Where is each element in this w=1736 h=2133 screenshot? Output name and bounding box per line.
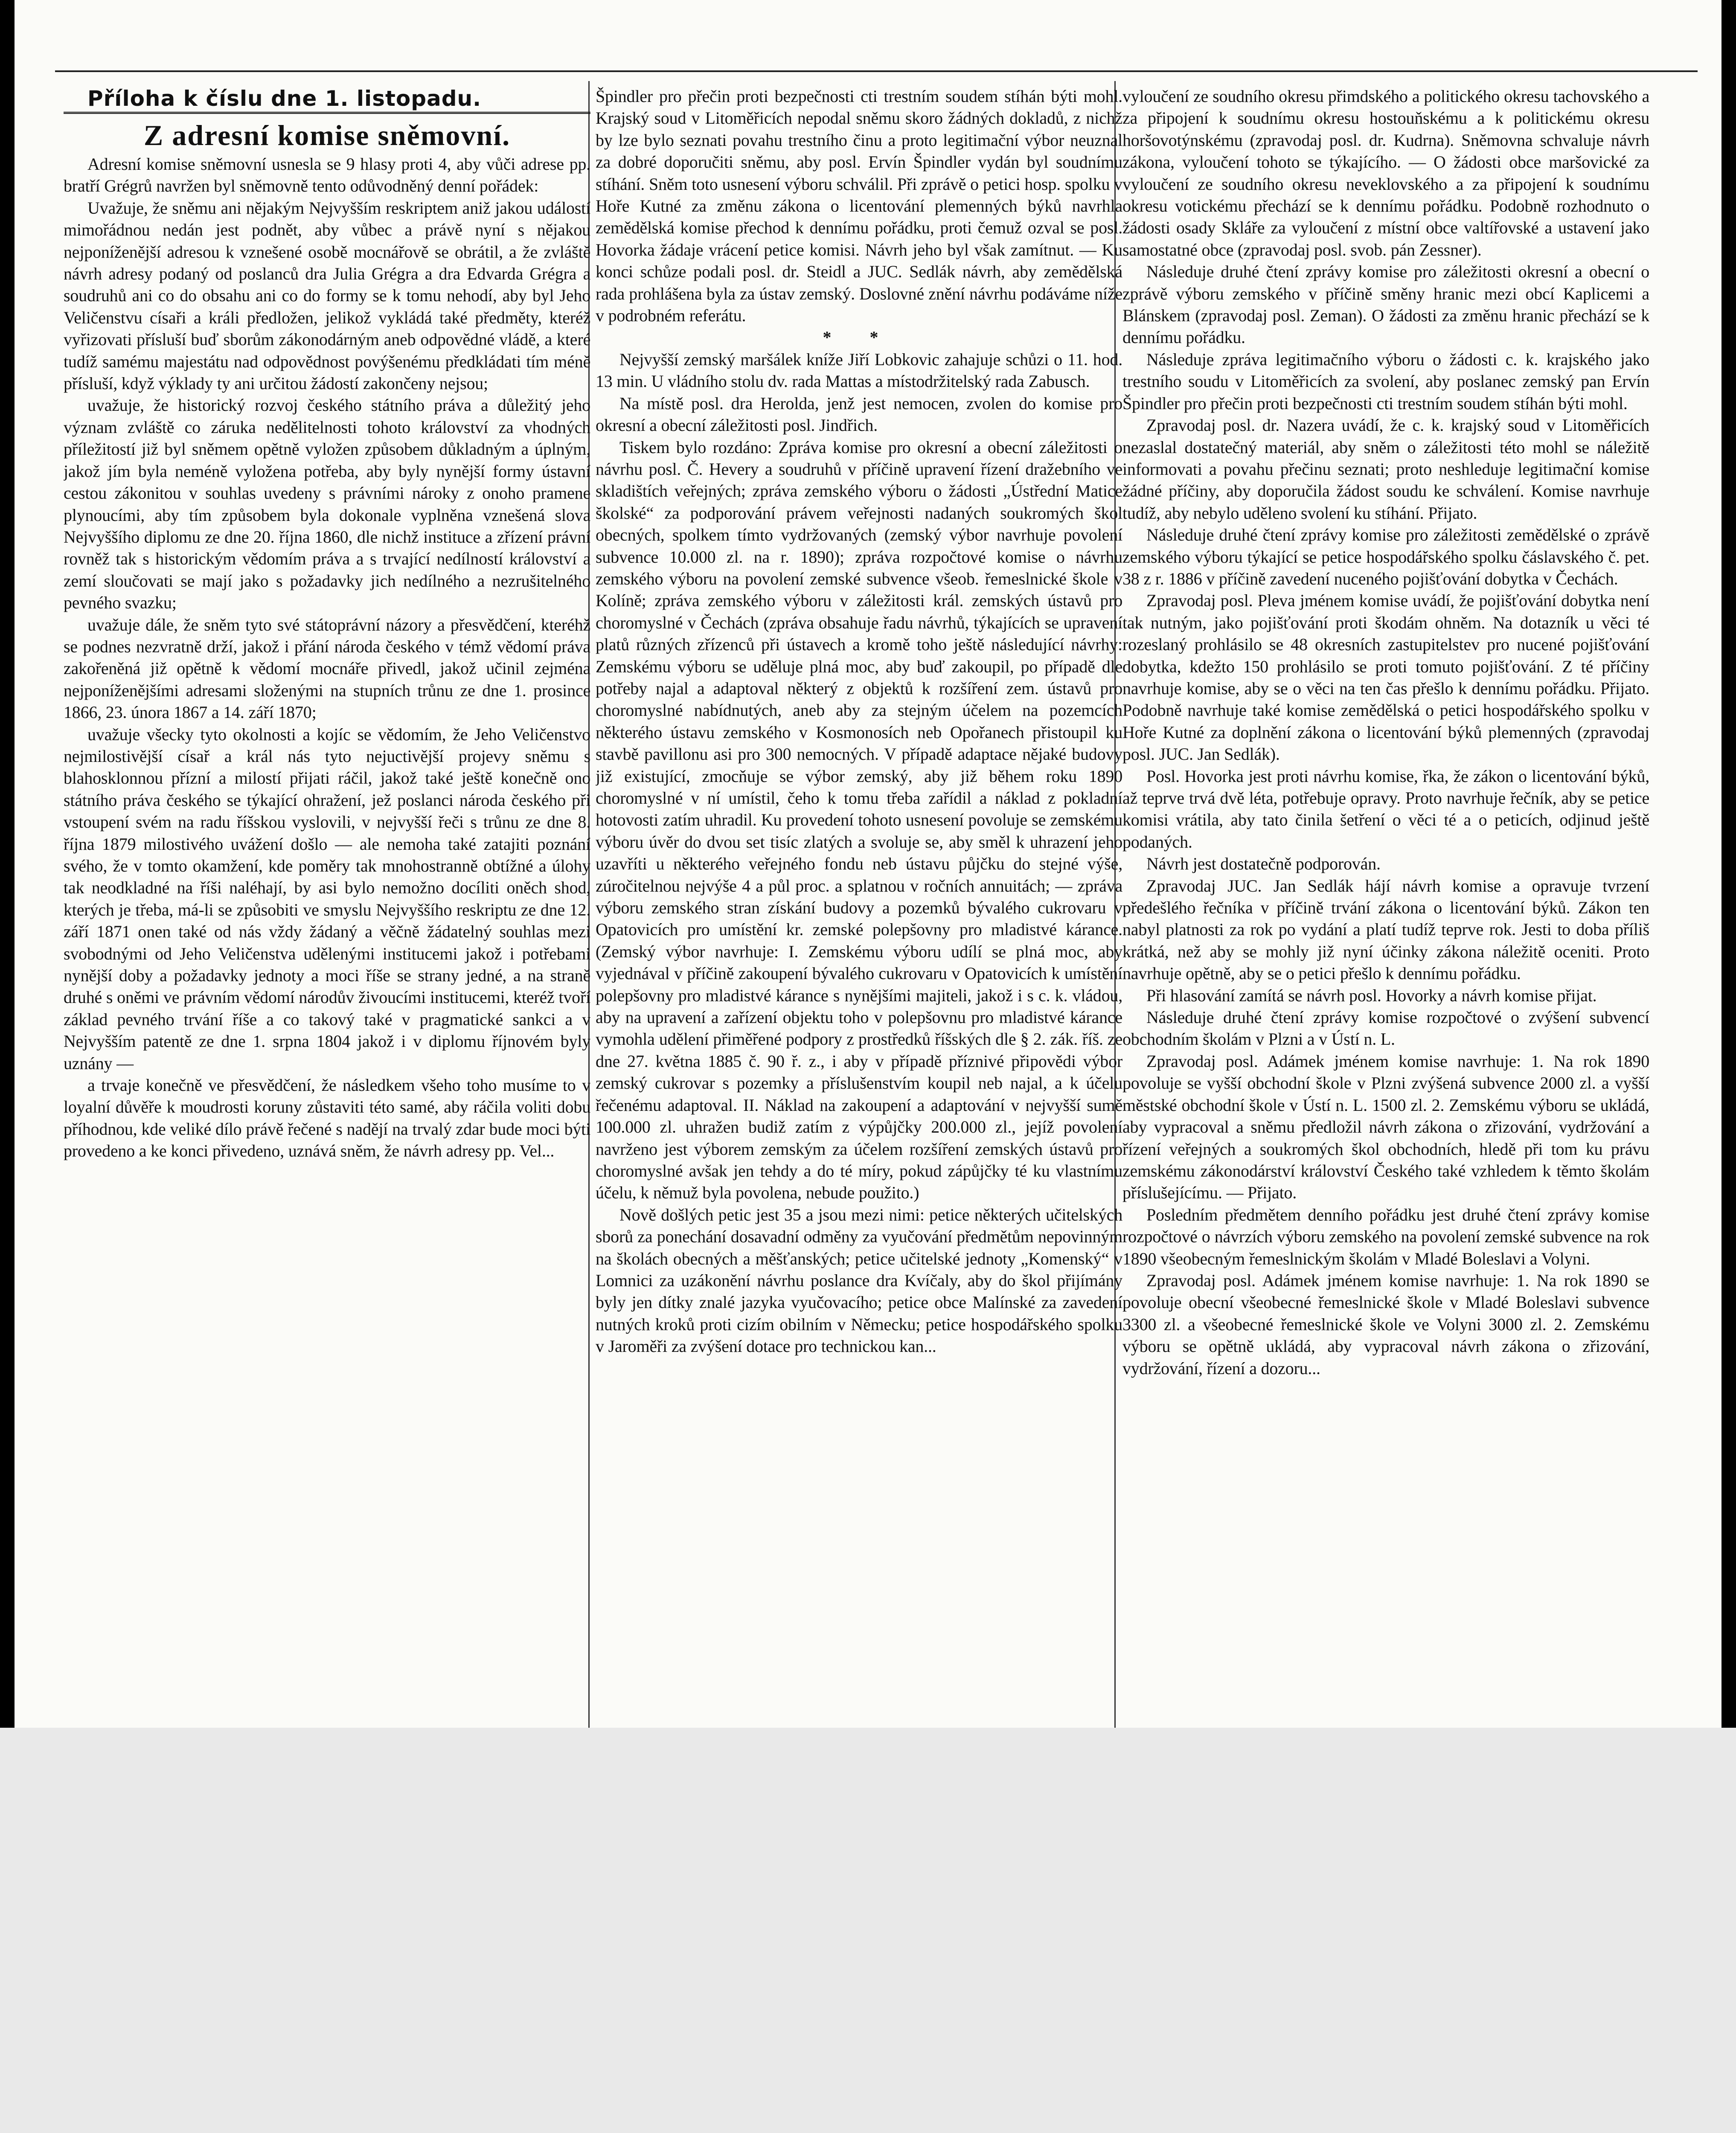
paragraph: uvažuje dále, že sněm tyto své státoprávní názory a přesvědčení, kteréhž se podnes nezvratně drží, jakož i přání národa českého v témž vědomí práva zakořeněná již opětně k vědomí mocnáře přivedl, jakož učinil zejména nejponíženějšími adresami složenými na stupních trůnu ze dne 1. prosince 1866, 23. února 1867 a 14. září 1870; [64, 615, 590, 722]
paragraph: Nejvyšší zemský maršálek kníže Jiří Lobkovic zahajuje schůzi o 11. hod. 13 min. U vládního stolu dv. rada Mattas a místodržitelský rada Zabusch. [596, 349, 1122, 391]
paragraph: vyloučení ze soudního okresu přimdského a politického okresu tachovského a za připojení k soudnímu okresu hostouňskému a k politickému okresu horšovotýnskému (zpravodaj posl. dr. Kudrna). Sněmovna schvaluje návrh zákona, vyloučení tohoto se týkajícího. — O žádosti obce maršovické za vyloučení ze soudního okresu neveklovského a za připojení k soudnímu okresu votickému přechází se k dennímu pořádku. Podobně rozhodnuto o žádosti osady Skláře za vyloučení z místní obce valtířovské a ustavení jako samostatné obce (zpravodaj posl. svob. pán Zessner). [1122, 87, 1649, 259]
paragraph: Uvažuje, že sněmu ani nějakým Nejvyšším reskriptem aniž jakou událostí mimořádnou nedán jest podnět, aby vůbec a právě nyní s nějakou nejponíženější adresou k vznešené osobě mocnářově se obrátil, a že zvláště návrh adresy podaný od poslanců dra Julia Grégra a dra Edvarda Grégra a soudruhů ani co do obsahu ani co do formy se k tomu nehodí, aby byl Jeho Veličenstvu císaři a králi předložen, jelikož vykládá také předměty, kteréž vyřizovati přísluší buď sborům zákonodárným aneb odpovědné vládě, a které tudíž samému majestátu nad odpovědnost povýšenému předkládati tím méně přísluší, když výklady ty ani určitou žádostí zakončeny nejsou; [64, 198, 590, 393]
paragraph: Posledním předmětem denního pořádku jest druhé čtení zprávy komise rozpočtové o návrzích výboru zemského na povolení zemské subvence na rok 1890 všeobecným řemeslnickým školám v Mladé Boleslavi a Volyni. [1122, 1205, 1649, 1268]
column-3-body [1122, 85, 1649, 1379]
paragraph: Zpravodaj JUC. Jan Sedlák hájí návrh komise a opravuje tvrzení předešlého řečníka v příčině trvání zákona o licentování býků. Zákon ten nabyl platnosti za rok po vydání a platí tudíž teprve rok. Jesti to doba příliš krátká, než aby se mohly již nyní účinky zákona náležitě oceniti. Proto navrhuje opětně, aby se o petici přešlo k dennímu pořádku. [1122, 876, 1649, 983]
paragraph: Nově došlých petic jest 35 a jsou mezi nimi: petice některých učitelských sborů za ponechání dosavadní odměny za vyučování předmětům nepovinným na školách obecných a měšťanských; petice učitelské jednoty „Komenský“ v Lomnici za uzákonění návrhu poslance dra Kvíčaly, aby do škol přijímány byly jen dítky znalé jazyka vyučovacího; petice obce Malínské za zavedení nutných kroků proti cizím obilním v Německu; petice hospodářského spolku v Jaroměři za zvýšení dotace pro technickou kan... [596, 1205, 1122, 1356]
paragraph: Následuje druhé čtení zprávy komise pro záležitosti zemědělské o zprávě zemského výboru týkající se petice hospodářského spolku čáslavského č. pet. 38 z r. 1886 v příčině zavedení nuceného pojišťování dobytka v Čechách. [1122, 525, 1649, 588]
paragraph: Následuje druhé čtení zprávy komise rozpočtové o zvýšení subvencí obchodním školám v Plzni a v Ústí n. L. [1122, 1008, 1649, 1049]
paragraph: a trvaje konečně ve přesvědčení, že následkem všeho toho musíme to v loyalní důvěře k moudrosti koruny zůstaviti této samé, aby ráčila voliti dobu příhodnou, kde veliké dílo právě řečené s nadějí na trvalý zdar bude moci býti provedeno a ke konci přivedeno, uznává sněm, že návrh adresy pp. Vel... [64, 1075, 590, 1161]
top-rule [55, 70, 1698, 72]
paragraph: Zpravodaj posl. Adámek jménem komise navrhuje: 1. Na rok 1890 se povoluje obecní všeobecné řemeslnické škole v Mladé Boleslavi subvence 3300 zl. a všeobecné řemeslnické škole ve Volyni 3000 zl. 2. Zemskému výboru se opětně ukládá, aby vypracoval návrh zákona o zřizování, vydržování, řízení a dozoru... [1122, 1270, 1649, 1378]
paragraph: uvažuje všecky tyto okolnosti a kojíc se vědomím, že Jeho Veličenstvo nejmilostivější císař a král nás tyto nejuctivější projevy sněmu s blahosklonnou přízní a milostí přijati ráčil, jakož také ještě konečně ono státního práva českého se týkající ohražení, jež poslanci národa českého při vstoupení svém na radu říšskou vyslovili, v nejvyšší řeči s trůnu ze dne 8. října 1879 milostivého uvážení došlo — ale nemoha také zatajiti poznání svého, že v tomto okamžení, kde poměry tak mnohostranně obtížné a úlohy tak neodkladné na říši naléhají, by asi bylo nemožno docíliti oněch shod, kterých je třeba, má-li se způsobiti ve smyslu Nejvyššího reskriptu ze dne 12. září 1871 onen také od nás vždy žádaný a věčně žádatelný souhlas mezi svobodnými od Jeho Veličenstva udělenými institucemi jakož i potřebami nynější doby a požadavky jednoty a moci říše se strany jedné, a na straně druhé s oněmi ve právním vědomí národův živoucími institucemi, kteréž tvoří základ pevného trvání říše a co takový také v pragmatické sankci a v Nejvyšším patentě ze dne 1. srpna 1804 jakož i v diplomu říjnovém byly uznány — [64, 724, 590, 1073]
column-3 [1122, 85, 1649, 1728]
paragraph: Na místě posl. dra Herolda, jenž jest nemocen, zvolen do komise pro okresní a obecní záležitosti posl. Jindřich. [596, 393, 1122, 435]
paragraph: Následuje druhé čtení zprávy komise pro záležitosti okresní a obecní o zprávě výboru zemského v příčině směny hranic mezi obcí Kaplicemi a Blánskem (zpravodaj posl. Zeman). O žádosti za změnu hranic přechází se k dennímu pořádku. [1122, 262, 1649, 347]
article-headline: Z adresní komise sněmovní. [143, 119, 511, 151]
paragraph: Špindler pro přečin proti bezpečnosti cti trestním soudem stíhán býti mohl. Krajský soud v Litoměřicích nepodal sněmu skoro žádných dokladů, z nichž by lze bylo seznati povahu trestního činu a proto legitimační výbor neuznal za dobré doporučiti sněmu, aby posl. Ervín Špindler vydán byl soudnímu stíhání. Sněm toto usnesení výboru schválil. Při zprávě o petici hosp. spolku v Hoře Kutné za změnu zákona o licentování plemenných býků navrhla zemědělská komise přechod k dennímu pořádku, proti čemuž ozval se posl. Hovorka žádaje vrácení petice komisi. Návrh jeho byl však zamítnut. — Ku konci schůze podali posl. dr. Steidl a JUC. Sedlák návrh, aby zemědělská rada prohlášena byla za ústav zemský. Doslovné znění návrhu podáváme níže v podrobném referátu. [596, 87, 1122, 325]
scan-border-right [1721, 0, 1736, 1728]
paragraph: Posl. Hovorka jest proti návrhu komise, řka, že zákon o licentování býků, až teprve trvá dvě léta, potřebuje opravy. Proto navrhuje řečník, aby se petice komisi vrátila, aby tato činila šetření o věci té a o peticích, odjinud ještě podaných. [1122, 766, 1649, 851]
column-2-body [596, 85, 1122, 1357]
paragraph: uvažuje, že historický rozvoj českého státního práva a důležitý jeho význam zvláště co záruka nedělitelnosti tohoto království za vhodných příležitostí již byl sněmem opětně vyložen způsobem důkladným a úplným, jakož jím byla neméně vyložena potřeba, aby byly nynější formy ústavní cestou zákonitou v souhlas uvedeny s právními nároky z onoho pramene plynoucími, aby tím způsobem byla dokonale vyplněna vznešená slova Nejvyššího diplomu ze dne 20. října 1860, dle nichž instituce a zřízení právní rovněž tak s historickým vědomím práva a s trvající nedílností království a zemí sloučovati se mají jako s požadavky jich nedílného a nezrušitelného pevného svazku; [64, 395, 590, 613]
paragraph: Adresní komise sněmovní usnesla se 9 hlasy proti 4, aby vůči adrese pp. bratří Grégrů navržen byl sněmovně tento odůvodněný denní pořádek: [64, 154, 590, 196]
column-2 [596, 85, 1122, 1728]
supplement-title: Příloha k číslu dne 1. listopadu. [64, 85, 590, 114]
scan-border-left [0, 0, 15, 1728]
paragraph: Při hlasování zamítá se návrh posl. Hovorky a návrh komise přijat. [1146, 985, 1597, 1005]
column-1-body [64, 153, 590, 1162]
newspaper-page [15, 0, 1721, 1728]
paragraph: Zpravodaj posl. Pleva jménem komise uvádí, že pojišťování dobytka není tak nutným, jako pojišťování proti škodám ohněm. Na dotazník u věci té rozeslaný prohlásilo se 48 okresních zastupitelstev pro nucené pojišťování dobytka, kdežto 150 prohlásilo se proti tomuto pojišťování. Z té příčiny navrhuje komise, aby se o věci na ten čas přešlo k dennímu pořádku. Přijato. Podobně navrhuje také komise zemědělská o petici hospodářského spolku v Hoře Kutné za doplnění zákona o licentování býků plemenných (zpravodaj posl. JUC. Jan Sedlák). [1122, 591, 1649, 764]
paragraph: * * [823, 328, 896, 347]
paragraph: Následuje zpráva legitimačního výboru o žádosti c. k. krajského jako trestního soudu v Litoměřicích za svolení, aby poslanec zemský pan Ervín Špindler pro přečin proti bezpečnosti cti trestním soudem stíhán býti mohl. [1122, 349, 1649, 413]
paragraph: Návrh jest dostatečně podporován. [1146, 854, 1381, 874]
paragraph: Zpravodaj posl. dr. Nazera uvádí, že c. k. krajský soud v Litoměřicích nezaslal dostatečný materiál, aby sněm o záležitosti této mohl se náležitě informovati a povahu přečinu seznati; proto neshleduje legitimační komise žádné příčiny, aby doporučila žádost soudu ke schválení. Komise navrhuje tudíž, aby nebylo uděleno svolení ku stíhání. Přijato. [1122, 416, 1649, 523]
paragraph: Tiskem bylo rozdáno: Zpráva komise pro okresní a obecní záležitosti o návrhu posl. Č. Hevery a soudruhů v příčině upravení řízení dražebního ve skladištích veřejných; zpráva zemského výboru o žádosti „Ústřední Matice školské“ za podporování právem veřejnosti nadaných soukromých škol obecných, spolkem tímto vydržovaných (zemský výbor navrhuje povolení subvence 10.000 zl. na r. 1890); zpráva rozpočtové komise o návrhu zemského výboru na povolení zemské subvence všeob. řemeslnické škole v Kolíně; zpráva zemského výboru v záležitosti král. zemských ústavů pro choromyslné v Čechách (zpráva obsahuje řadu návrhů, týkajících se upravení platů různých zřízenců při ústavech a kromě toho ještě následující návrhy: Zemskému výboru se uděluje plná moc, aby buď zakoupil, po případě dle potřeby najal a adaptoval některý z objektů k rozšíření zem. ústavů pro choromyslné nabídnutých, aneb aby za stejným účelem na pozemcích některého ústavu zemského v Kosmonosích neb Opořanech přistoupil ku stavbě pavillonu asi pro 300 nemocných. V případě adaptace nějaké budovy již existující, zmocňuje se výbor zemský, aby již během roku 1890 choromyslné v ní umístil, čeho k tomu třeba zařídil a náklad z pokladní hotovosti zatím uhradil. Ku provedení tohoto usnesení povoluje se zemskému výboru úvěr do dvou set tisíc zlatých a svoluje se, aby směl k uhrazení jeho uzavříti u některého veřejného fondu neb ústavu půjčku do stejné výše, zúročitelnou nejvýše 4 a půl proc. a splatnou v ročních annuitách; — zpráva výboru zemského stran získání budovy a pozemků bývalého cukrovaru v Opatovicích pro umístění kr. zemské polepšovny pro mladistvé kárance. (Zemský výbor navrhuje: I. Zemskému výboru udílí se plná moc, aby vyjednával v příčině zakoupení bývalého cukrovaru v Opatovicích k umístění polepšovny pro mladistvé kárance s nynějšími majiteli, jakož i s c. k. vládou, aby na upravení a zařízení objektu toho v polepšovnu pro mladistvé kárance vymohla udělení přiměřené podpory z prostředků říšských dle § 2. zák. říš. ze dne 27. května 1885 č. 90 ř. z., i aby v případě příznivé připovědi výbor zemský cukrovar s pozemky a příslušenstvím koupil neb najal, a k účelu řečenému adaptoval. II. Náklad na zakoupení a adaptování v nejvyšší sumě 100.000 zl. uhražen budiž zatím z výpůjčky 200.000 zl., jejíž povolení navrženo jest výborem zemským za účelem rozšíření zemských ústavů pro choromyslné avšak jen tehdy a do té míry, pokud zápůjčky té ku vlastnímu účelu, k němuž byla povolena, nebude použito.) [596, 437, 1122, 1203]
column-1 [64, 85, 590, 1728]
paragraph: Zpravodaj posl. Adámek jménem komise navrhuje: 1. Na rok 1890 povoluje se vyšší obchodní škole v Plzni zvýšená subvence 2000 zl. a vyšší městské obchodní škole v Ústí n. L. 1500 zl. 2. Zemskému výboru se ukládá, aby vypracoval a sněmu předložil návrh zákona o zřizování, vydržování a řízení veřejných a soukromých škol obchodních, hledě při tom ku právu zemskému zákonodárství království Českého také vzhledem k těmto školám příslušejícímu. — Přijato. [1122, 1051, 1649, 1203]
